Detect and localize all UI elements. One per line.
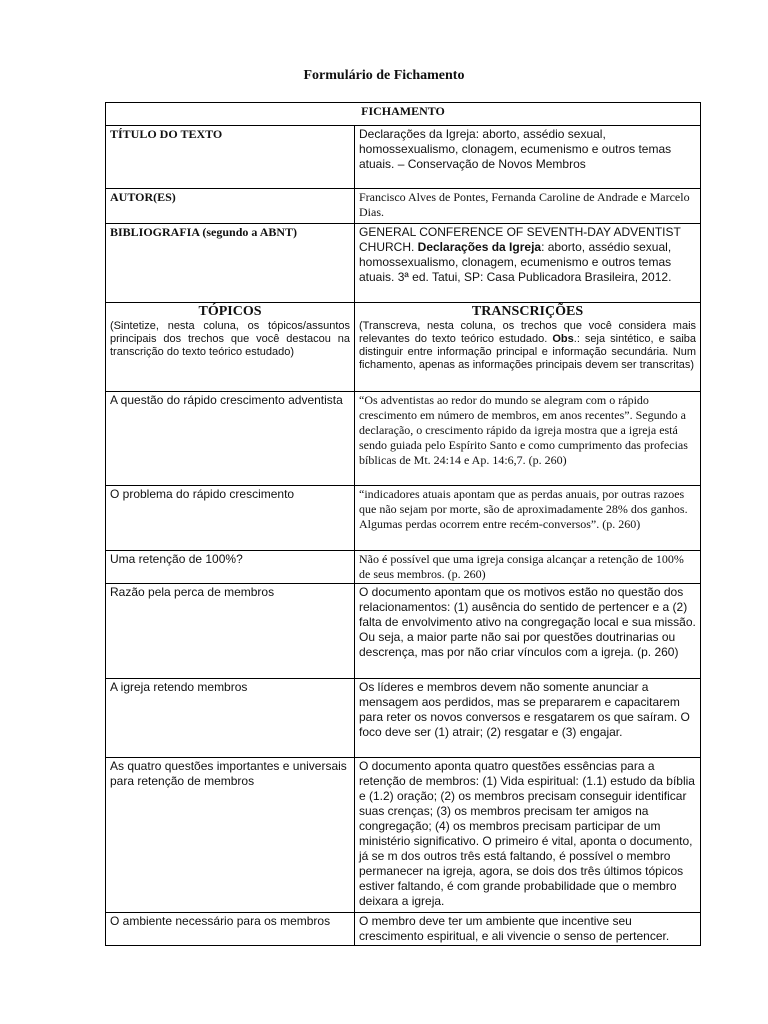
titulo-value: Declarações da Igreja: aborto, assédio sexual, homossexualismo, clonagem, ecumenismo e outros temas atuais. – Conservação de Novos Membros	[355, 126, 701, 189]
row-topic: A questão do rápido crescimento adventista	[106, 392, 355, 486]
row-topic: O ambiente necessário para os membros	[106, 913, 355, 946]
row-transcription: O documento aponta quatro questões essências para a retenção de membros: (1) Vida espiritual: (1.1) estudo da bíblia e (1.2) oração; (2) os membros precisam conseguir identificar suas crenças; (3) os membros precisam ter amigos na congregação; (4) os membros precisam participar de um ministério significativo. O primeiro é vital, aponta o documento, já se m dos outros três está faltando, é possível o membro permanecer na igreja, agora, se dois dos três últimos tópicos estiver faltando, é com grande probabilidade que o membro deixara a igreja.	[355, 758, 701, 913]
row-transcription: Não é possível que uma igreja consiga alcançar a retenção de 100% de seus membros. (p. 260)	[355, 551, 701, 584]
fichamento-table	[105, 102, 701, 946]
topicos-header-cell	[106, 303, 355, 392]
topicos-title: TÓPICOS	[198, 304, 262, 319]
table-row	[106, 584, 701, 679]
bibliografia-post: : aborto, assédio sexual, homossexualismo, clonagem, ecumenismo e outros temas atuais. 3ª ed. Tatui, SP: Casa Publicadora Brasileira, 2012.	[359, 240, 672, 284]
bibliografia-row	[106, 224, 701, 303]
row-topic: Uma retenção de 100%?	[106, 551, 355, 584]
row-transcription: O documento apontam que os motivos estão no questão dos relacionamentos: (1) ausência do sentido de pertencer e a (2) falta de envolvimento ativo na congregação local e sua missão. Ou seja, a maior parte não sai por questões doutrinarias ou descrença, mas por não criar vínculos com a igreja. (p. 260)	[355, 584, 701, 679]
table-row	[106, 913, 701, 946]
bibliografia-bold: Declarações da Igreja	[417, 240, 542, 254]
transcricoes-description	[359, 320, 696, 372]
table-row	[106, 679, 701, 758]
topicos-description: (Sintetize, nesta coluna, os tópicos/assuntos principais dos trechos que você destacou na transcrição do texto teórico estudado)	[110, 320, 350, 358]
transcricoes-desc-post: .: seja sintético, e saiba distinguir entre informação principal e informação secundária. Num fichamento, apenas as informações principais devem ser transcritas)	[359, 333, 697, 371]
table-row	[106, 758, 701, 913]
row-topic: Razão pela perca de membros	[106, 584, 355, 679]
table-row	[106, 486, 701, 551]
bibliografia-value	[355, 224, 701, 303]
row-transcription: “Os adventistas ao redor do mundo se alegram com o rápido crescimento em número de membros, em anos recentes”. Segundo a declaração, o crescimento rápido da igreja mostra que a igreja está sendo guiada pelo Espírito Santo e como cumprimento das profecias bíblicas de Mt. 24:14 e Ap. 14:6,7. (p. 260)	[355, 392, 701, 486]
table-header-row	[106, 103, 701, 126]
titulo-row	[106, 126, 701, 189]
table-row	[106, 392, 701, 486]
transcricoes-desc-bold: Obs	[552, 333, 574, 345]
transcricoes-header-cell	[355, 303, 701, 392]
table-header: FICHAMENTO	[106, 103, 701, 126]
columns-header-row	[106, 303, 701, 392]
bibliografia-label: BIBLIOGRAFIA (segundo a ABNT)	[106, 224, 355, 303]
row-transcription: O membro deve ter um ambiente que incentive seu crescimento espiritual, e ali vivencie o senso de pertencer.	[355, 913, 701, 946]
table-row	[106, 551, 701, 584]
row-topic: O problema do rápido crescimento	[106, 486, 355, 551]
autores-label: AUTOR(ES)	[106, 189, 355, 224]
row-topic: A igreja retendo membros	[106, 679, 355, 758]
row-transcription: “indicadores atuais apontam que as perdas anuais, por outras razoes que não sejam por morte, são de aproximadamente 28% dos ganhos. Algumas perdas ocorrem entre recém-conversos”. (p. 260)	[355, 486, 701, 551]
row-transcription: Os líderes e membros devem não somente anunciar a mensagem aos perdidos, mas se prepararem e capacitarem para reter os novos conversos e resgatarem os que saíram. O foco deve ser (1) atrair; (2) resgatar e (3) engajar.	[355, 679, 701, 758]
row-topic: As quatro questões importantes e universais para retenção de membros	[106, 758, 355, 913]
titulo-label: TÍTULO DO TEXTO	[106, 126, 355, 189]
transcricoes-title: TRANSCRIÇÕES	[471, 304, 584, 319]
bibliografia-pre: GENERAL CONFERENCE OF SEVENTH-DAY ADVENTIST CHURCH.	[359, 225, 681, 254]
autores-row	[106, 189, 701, 224]
document-title: Formulário de Fichamento	[303, 68, 465, 83]
autores-value: Francisco Alves de Pontes, Fernanda Caroline de Andrade e Marcelo Dias.	[355, 189, 701, 224]
transcricoes-desc-pre: (Transcreva, nesta coluna, os trechos que você considera mais relevantes do texto teórico estudado.	[359, 320, 697, 345]
